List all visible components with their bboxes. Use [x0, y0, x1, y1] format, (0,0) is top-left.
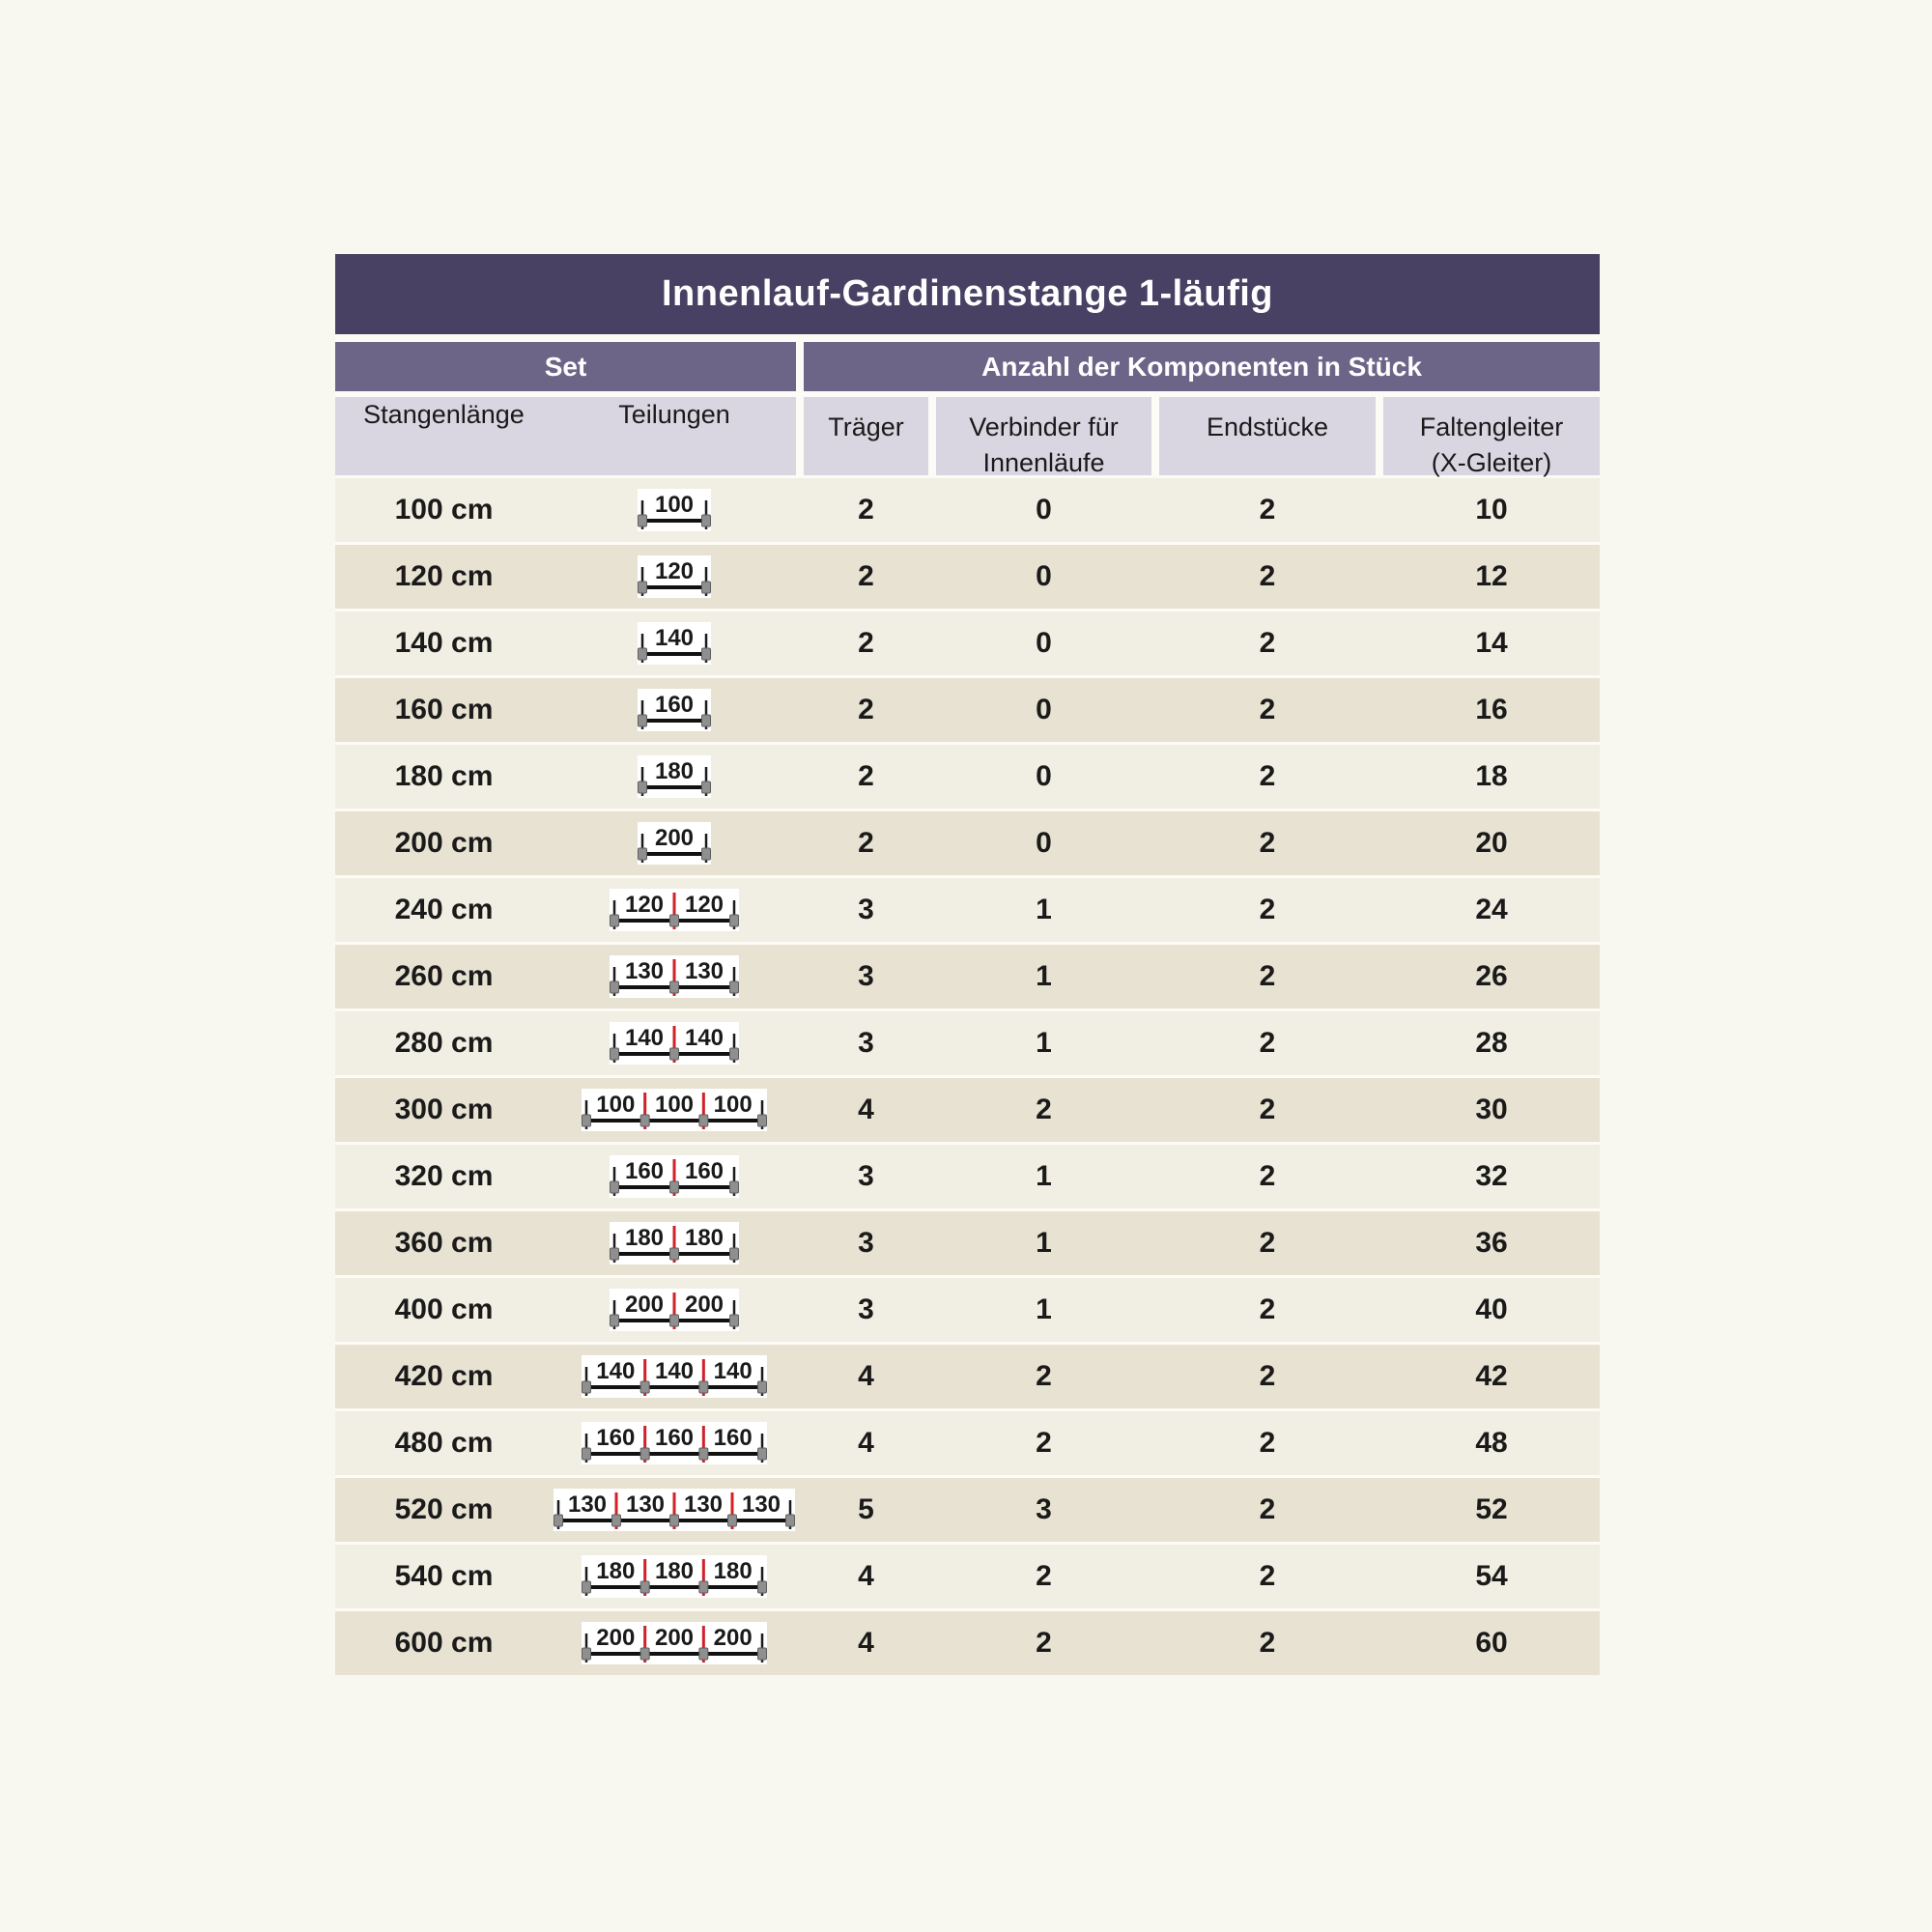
- svg-text:100: 100: [654, 492, 695, 518]
- endstuecke-value: 2: [1259, 1160, 1276, 1192]
- svg-text:140: 140: [654, 1358, 695, 1384]
- column-header-endstuecke-label: Endstücke: [1206, 412, 1329, 441]
- teilungen-diagram: [553, 689, 796, 731]
- divider: [335, 334, 1600, 342]
- set-cell: [335, 1211, 796, 1275]
- set-cell: [335, 678, 796, 742]
- faltengleiter-value: 42: [1475, 1360, 1508, 1392]
- group-header-components-label: Anzahl der Komponenten in Stück: [981, 351, 1422, 382]
- stangenlaenge-value: 280 cm: [394, 1027, 494, 1059]
- svg-text:140: 140: [596, 1358, 636, 1384]
- traeger-value: 5: [858, 1493, 874, 1525]
- table-row: [335, 878, 1600, 942]
- table-title-text: Innenlauf-Gardinenstange 1-läufig: [662, 273, 1273, 314]
- svg-text:130: 130: [624, 958, 665, 984]
- verbinder-value: 0: [1036, 827, 1052, 859]
- table-row: [335, 1545, 1600, 1608]
- svg-text:120: 120: [624, 892, 665, 918]
- table-row: [335, 1078, 1600, 1142]
- svg-text:120: 120: [654, 558, 695, 584]
- endstuecke-value: 2: [1259, 1094, 1276, 1125]
- set-cell: [335, 1345, 796, 1408]
- verbinder-value: 0: [1036, 560, 1052, 592]
- verbinder-value: 0: [1036, 494, 1052, 526]
- stangenlaenge-value: 120 cm: [394, 560, 494, 592]
- teilungen-diagram: [553, 1022, 796, 1065]
- set-cell: [335, 1145, 796, 1208]
- svg-text:100: 100: [654, 1092, 695, 1118]
- svg-text:200: 200: [684, 1292, 724, 1318]
- set-cell: [335, 1078, 796, 1142]
- table-row: [335, 1145, 1600, 1208]
- svg-text:140: 140: [713, 1358, 753, 1384]
- set-cell: [335, 1411, 796, 1475]
- stangenlaenge-value: 600 cm: [394, 1627, 494, 1659]
- traeger-value: 4: [858, 1360, 874, 1392]
- column-header-traeger-label: Träger: [828, 412, 904, 441]
- traeger-value: 4: [858, 1627, 874, 1659]
- faltengleiter-value: 26: [1475, 960, 1508, 992]
- column-header-faltengleiter-line2: (X-Gleiter): [1431, 448, 1552, 477]
- traeger-value: 2: [858, 760, 874, 792]
- table-row: [335, 945, 1600, 1009]
- svg-text:130: 130: [625, 1492, 666, 1518]
- verbinder-value: 2: [1036, 1627, 1052, 1659]
- teilungen-diagram: [553, 755, 796, 798]
- traeger-value: 3: [858, 1227, 874, 1259]
- svg-text:120: 120: [684, 892, 724, 918]
- stangenlaenge-value: 140 cm: [394, 627, 494, 659]
- endstuecke-value: 2: [1259, 1627, 1276, 1659]
- column-header-row: [335, 397, 1600, 475]
- set-cell: [335, 1278, 796, 1342]
- verbinder-value: 0: [1036, 760, 1052, 792]
- stangenlaenge-value: 320 cm: [394, 1160, 494, 1192]
- svg-text:180: 180: [654, 1558, 695, 1584]
- table-row: [335, 1345, 1600, 1408]
- stangenlaenge-value: 540 cm: [394, 1560, 494, 1592]
- stangenlaenge-value: 480 cm: [394, 1427, 494, 1459]
- svg-text:180: 180: [713, 1558, 753, 1584]
- teilungen-diagram: [553, 889, 796, 931]
- set-cell: [335, 745, 796, 809]
- traeger-value: 3: [858, 894, 874, 925]
- table-row: [335, 478, 1600, 542]
- traeger-value: 2: [858, 560, 874, 592]
- column-header-faltengleiter-line1: Faltengleiter: [1419, 412, 1564, 441]
- svg-text:140: 140: [624, 1025, 665, 1051]
- table-row: [335, 678, 1600, 742]
- teilungen-diagram: [553, 1089, 796, 1131]
- set-cell: [335, 878, 796, 942]
- endstuecke-value: 2: [1259, 494, 1276, 526]
- group-header-components: [804, 342, 1600, 391]
- svg-text:130: 130: [741, 1492, 781, 1518]
- svg-text:180: 180: [684, 1225, 724, 1251]
- faltengleiter-value: 40: [1475, 1293, 1508, 1325]
- svg-text:200: 200: [654, 1625, 695, 1651]
- stangenlaenge-value: 180 cm: [394, 760, 494, 792]
- teilungen-diagram: [553, 1355, 796, 1398]
- svg-text:140: 140: [654, 625, 695, 651]
- verbinder-value: 1: [1036, 1160, 1052, 1192]
- endstuecke-value: 2: [1259, 1227, 1276, 1259]
- set-cell: [335, 1478, 796, 1542]
- set-cell: [335, 478, 796, 542]
- stangenlaenge-value: 240 cm: [394, 894, 494, 925]
- column-header-stangenlaenge: Stangenlänge: [363, 400, 525, 429]
- teilungen-diagram: [553, 1622, 796, 1664]
- traeger-value: 3: [858, 960, 874, 992]
- teilungen-diagram: [553, 822, 796, 865]
- verbinder-value: 0: [1036, 694, 1052, 725]
- stangenlaenge-value: 200 cm: [394, 827, 494, 859]
- svg-text:200: 200: [713, 1625, 753, 1651]
- stangenlaenge-value: 300 cm: [394, 1094, 494, 1125]
- table-title: [335, 254, 1600, 334]
- teilungen-diagram: [553, 955, 796, 998]
- teilungen-diagram: [553, 622, 796, 665]
- table-row: [335, 1211, 1600, 1275]
- svg-text:160: 160: [713, 1425, 753, 1451]
- stangenlaenge-value: 100 cm: [394, 494, 494, 526]
- svg-text:160: 160: [624, 1158, 665, 1184]
- verbinder-value: 2: [1036, 1360, 1052, 1392]
- verbinder-value: 1: [1036, 1293, 1052, 1325]
- group-header-row: [335, 342, 1600, 391]
- svg-text:180: 180: [654, 758, 695, 784]
- column-header-set-block: [335, 397, 796, 475]
- endstuecke-value: 2: [1259, 560, 1276, 592]
- column-header-teilungen: Teilungen: [618, 400, 730, 429]
- table-row: [335, 545, 1600, 609]
- group-header-set-label: Set: [544, 351, 587, 382]
- faltengleiter-value: 20: [1475, 827, 1508, 859]
- svg-text:160: 160: [654, 1425, 695, 1451]
- verbinder-value: 0: [1036, 627, 1052, 659]
- endstuecke-value: 2: [1259, 1427, 1276, 1459]
- stangenlaenge-value: 400 cm: [394, 1293, 494, 1325]
- set-cell: [335, 611, 796, 675]
- traeger-value: 2: [858, 694, 874, 725]
- svg-text:130: 130: [684, 958, 724, 984]
- faltengleiter-value: 24: [1475, 894, 1508, 925]
- svg-text:100: 100: [713, 1092, 753, 1118]
- column-header-verbinder: [936, 397, 1151, 475]
- column-header-faltengleiter: [1383, 397, 1600, 475]
- svg-text:100: 100: [596, 1092, 636, 1118]
- faltengleiter-value: 28: [1475, 1027, 1508, 1059]
- traeger-value: 4: [858, 1427, 874, 1459]
- svg-text:160: 160: [654, 692, 695, 718]
- set-cell: [335, 1545, 796, 1608]
- svg-text:180: 180: [624, 1225, 665, 1251]
- traeger-value: 3: [858, 1027, 874, 1059]
- verbinder-value: 2: [1036, 1427, 1052, 1459]
- endstuecke-value: 2: [1259, 827, 1276, 859]
- traeger-value: 3: [858, 1160, 874, 1192]
- table-row: [335, 1011, 1600, 1075]
- table-row: [335, 611, 1600, 675]
- faltengleiter-value: 32: [1475, 1160, 1508, 1192]
- column-header-traeger: [804, 397, 928, 475]
- teilungen-diagram: [553, 1289, 796, 1331]
- verbinder-value: 1: [1036, 1027, 1052, 1059]
- endstuecke-value: 2: [1259, 1027, 1276, 1059]
- svg-text:200: 200: [624, 1292, 665, 1318]
- table-row: [335, 1478, 1600, 1542]
- svg-text:140: 140: [684, 1025, 724, 1051]
- svg-text:200: 200: [654, 825, 695, 851]
- stangenlaenge-value: 420 cm: [394, 1360, 494, 1392]
- table-body: [335, 478, 1600, 1675]
- stangenlaenge-value: 520 cm: [394, 1493, 494, 1525]
- teilungen-diagram: [553, 1155, 796, 1198]
- verbinder-value: 1: [1036, 960, 1052, 992]
- svg-text:160: 160: [684, 1158, 724, 1184]
- column-header-verbinder-line1: Verbinder für: [969, 412, 1119, 441]
- faltengleiter-value: 18: [1475, 760, 1508, 792]
- table-row: [335, 1411, 1600, 1475]
- traeger-value: 4: [858, 1560, 874, 1592]
- traeger-value: 2: [858, 827, 874, 859]
- verbinder-value: 2: [1036, 1560, 1052, 1592]
- svg-text:160: 160: [596, 1425, 636, 1451]
- endstuecke-value: 2: [1259, 1560, 1276, 1592]
- verbinder-value: 1: [1036, 894, 1052, 925]
- faltengleiter-value: 36: [1475, 1227, 1508, 1259]
- stangenlaenge-value: 360 cm: [394, 1227, 494, 1259]
- svg-text:200: 200: [596, 1625, 636, 1651]
- faltengleiter-value: 10: [1475, 494, 1508, 526]
- faltengleiter-value: 48: [1475, 1427, 1508, 1459]
- table-row: [335, 1611, 1600, 1675]
- set-cell: [335, 1011, 796, 1075]
- teilungen-diagram: [553, 489, 796, 531]
- endstuecke-value: 2: [1259, 1293, 1276, 1325]
- endstuecke-value: 2: [1259, 960, 1276, 992]
- endstuecke-value: 2: [1259, 627, 1276, 659]
- set-cell: [335, 545, 796, 609]
- table-row: [335, 745, 1600, 809]
- svg-text:130: 130: [567, 1492, 608, 1518]
- traeger-value: 2: [858, 627, 874, 659]
- endstuecke-value: 2: [1259, 760, 1276, 792]
- table-row: [335, 1278, 1600, 1342]
- set-cell: [335, 945, 796, 1009]
- stangenlaenge-value: 260 cm: [394, 960, 494, 992]
- stangenlaenge-value: 160 cm: [394, 694, 494, 725]
- faltengleiter-value: 52: [1475, 1493, 1508, 1525]
- endstuecke-value: 2: [1259, 894, 1276, 925]
- endstuecke-value: 2: [1259, 1493, 1276, 1525]
- set-cell: [335, 811, 796, 875]
- teilungen-diagram: [553, 1222, 796, 1264]
- faltengleiter-value: 12: [1475, 560, 1508, 592]
- faltengleiter-value: 54: [1475, 1560, 1508, 1592]
- verbinder-value: 3: [1036, 1493, 1052, 1525]
- faltengleiter-value: 14: [1475, 627, 1508, 659]
- traeger-value: 3: [858, 1293, 874, 1325]
- teilungen-diagram: [553, 555, 796, 598]
- column-header-verbinder-line2: Innenläufe: [982, 448, 1105, 477]
- group-header-set: [335, 342, 796, 391]
- traeger-value: 4: [858, 1094, 874, 1125]
- endstuecke-value: 2: [1259, 694, 1276, 725]
- table-row: [335, 811, 1600, 875]
- teilungen-diagram: [553, 1489, 796, 1531]
- endstuecke-value: 2: [1259, 1360, 1276, 1392]
- faltengleiter-value: 60: [1475, 1627, 1508, 1659]
- component-table: [335, 254, 1600, 1675]
- teilungen-diagram: [553, 1422, 796, 1464]
- teilungen-diagram: [553, 1555, 796, 1598]
- traeger-value: 2: [858, 494, 874, 526]
- verbinder-value: 2: [1036, 1094, 1052, 1125]
- svg-text:180: 180: [596, 1558, 636, 1584]
- set-cell: [335, 1611, 796, 1675]
- faltengleiter-value: 30: [1475, 1094, 1508, 1125]
- faltengleiter-value: 16: [1475, 694, 1508, 725]
- verbinder-value: 1: [1036, 1227, 1052, 1259]
- svg-text:130: 130: [683, 1492, 724, 1518]
- column-header-endstuecke: [1159, 397, 1376, 475]
